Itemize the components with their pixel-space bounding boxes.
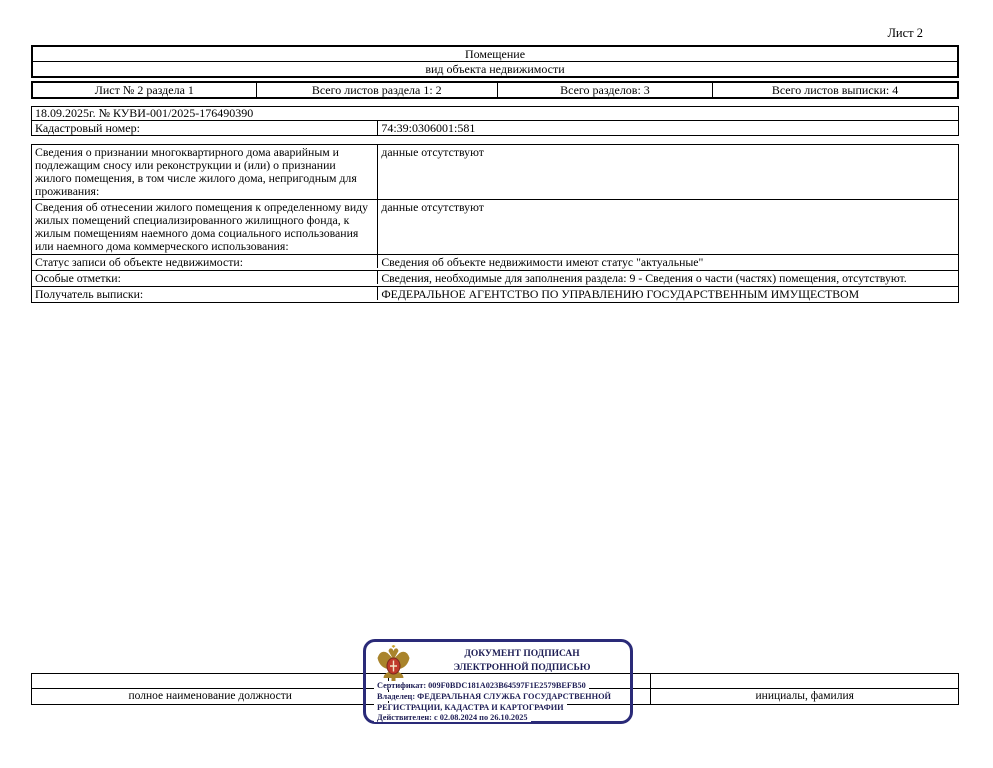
name-caption: инициалы, фамилия [755, 690, 854, 702]
counter-total-sheets-extract: Всего листов выписки: 4 [712, 83, 957, 97]
stamp-owner-line2: РЕГИСТРАЦИИ, КАДАСТРА И КАРТОГРАФИИ [374, 703, 628, 713]
rosreestr-eagle-icon [375, 645, 412, 685]
stamp-title-line1: ДОКУМЕНТ ПОДПИСАН [416, 649, 628, 660]
signature-name-cell [651, 674, 958, 688]
table-row [32, 199, 958, 254]
row-recipient-label: Получатель выписки: [32, 287, 378, 300]
position-caption: полное наименование должности [32, 689, 389, 704]
object-kind-caption: вид объекта недвижимости [33, 61, 957, 76]
row-record-status-label: Статус записи об объекте недвижимости: [32, 255, 378, 268]
table-row [32, 270, 958, 286]
table-row [32, 254, 958, 270]
row-special-notes-value: Сведения, необходимые для заполнения раздела: 9 - Сведения о части (частях) помещения, отсутствуют. [381, 271, 907, 285]
signature-position-cell [32, 674, 389, 688]
row-specialized-fund-label: Сведения об отнесении жилого помещения к определенному виду жилых помещений специализированного жилищного фонда, к жилым помещениям наемного дома социального использования или наемного дома коммерческого использования: [32, 200, 378, 254]
counter-total-sections: Всего разделов: 3 [497, 83, 712, 97]
counters-table [31, 81, 959, 99]
document-date-number: 18.09.2025г. № КУВИ-001/2025-176490390 [32, 107, 958, 121]
row-special-notes-label: Особые отметки: [32, 271, 378, 284]
details-table [31, 144, 959, 303]
row-emergency-label: Сведения о признании многоквартирного дома аварийным и подлежащим сносу или реконструкции и (или) о признании жилого помещения, в том числе жилого дома, непригодным для проживания: [32, 145, 378, 199]
row-emergency-value: данные отсутствуют [381, 145, 484, 159]
counter-sheet-of-section: Лист № 2 раздела 1 [94, 83, 194, 97]
cadastral-number-value: 74:39:0306001:581 [381, 121, 476, 135]
stamp-owner-line1: Владелец: ФЕДЕРАЛЬНАЯ СЛУЖБА ГОСУДАРСТВЕННОЙ [374, 692, 628, 702]
cadastral-number-row [32, 121, 958, 135]
cadastral-number-label: Кадастровый номер: [32, 121, 378, 135]
table-row [32, 286, 958, 302]
row-record-status-value: Сведения об объекте недвижимости имеют статус "актуальные" [381, 255, 704, 269]
table-row [32, 145, 958, 199]
document-info-table [31, 106, 959, 136]
sheet-number-label: Лист 2 [887, 26, 923, 40]
object-kind-table [31, 45, 959, 78]
stamp-certificate: Сертификат: 009F0BDC181A023B64597F1E2579BEFB50 [374, 681, 628, 691]
row-recipient-value: ФЕДЕРАЛЬНОЕ АГЕНТСТВО ПО УПРАВЛЕНИЮ ГОСУДАРСТВЕННЫМ ИМУЩЕСТВОМ [381, 287, 860, 301]
object-kind-name: Помещение [464, 47, 526, 61]
row-specialized-fund-value: данные отсутствуют [381, 200, 484, 214]
counter-total-sheets-section: Всего листов раздела 1: 2 [256, 83, 497, 97]
stamp-title-line2: ЭЛЕКТРОННОЙ ПОДПИСЬЮ [416, 663, 628, 674]
electronic-signature-stamp [363, 639, 633, 724]
stamp-validity: Действителен: с 02.08.2024 по 26.10.2025 [374, 713, 628, 723]
